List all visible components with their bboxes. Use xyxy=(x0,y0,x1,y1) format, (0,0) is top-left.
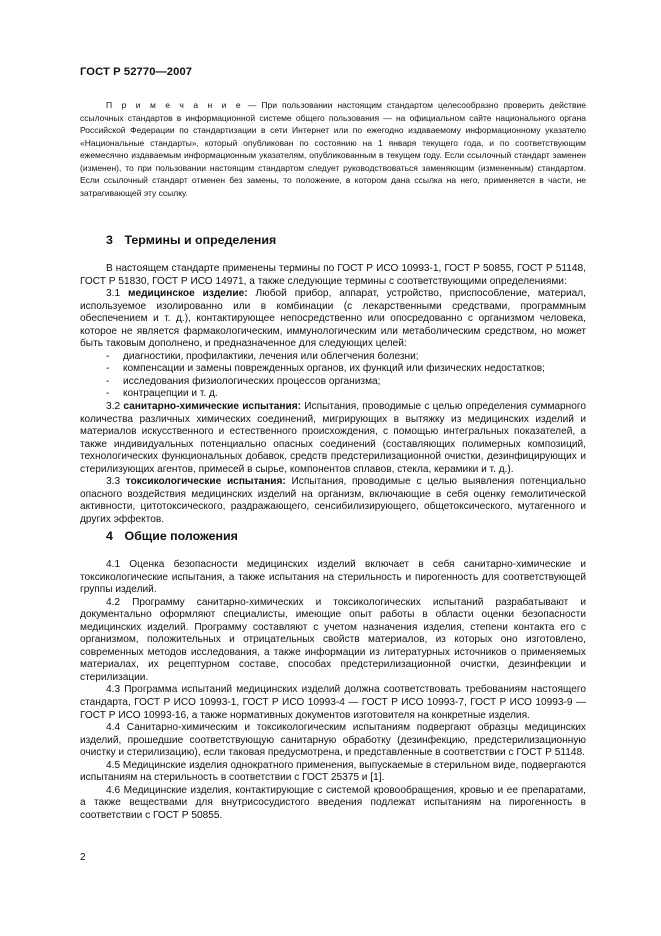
term-3-1-number: 3.1 xyxy=(106,288,128,300)
clause-4-3: 4.3 Программа испытаний медицинских изделий должна соответствовать требованиям настоящего стандарта, ГОСТ Р ИСО 10993-1, ГОСТ Р ИСО 10993-4 — ГОСТ Р ИСО 10993-7, ГОСТ Р ИСО 10993-9 — ГОСТ Р ИСО 10993-16, а также нормативных документов изготовителя на конкретные изделия. xyxy=(80,684,586,721)
clause-4-2: 4.2 Программу санитарно-химических и токсикологических испытаний разрабатывают и документально оформляют специалисты, имеющие опыт работы в области оценки безопасности медицинских изделий. Программу составляют с учетом назначения изделия, степени контакта его с организмом, положительных и отрицательных свойств материалов, из которых оно изготовлено, современных методов исследования, а также информации из литературных источников о применяемых материалах, их рецептурном составе, способах предстерилизационной очистки, дезинфекции и стерилизации. xyxy=(80,596,586,683)
list-item: - диагностики, профилактики, лечения или облегчения болезни; xyxy=(106,350,419,362)
term-3-3 xyxy=(80,476,586,526)
term-3-3-definition: Испытания, проводимые с целью выявления потенциально опасного воздействия медицинских изделий на организм, включающие в себя оценку гемолитической активности, цитотоксического, раздражающего, сенсибилизирующего, общетоксического, мутагенного и других эффектов. xyxy=(80,476,587,525)
section-3-heading xyxy=(106,233,276,247)
section-3-title: Термины и определения xyxy=(124,233,277,247)
term-3-2-term: санитарно-химические испытания: xyxy=(123,401,302,413)
section-3-number: 3 xyxy=(106,233,113,247)
term-3-1-definition: Любой прибор, аппарат, устройство, приспособление, материал, используемое изолированно или в комбинации (с лекарственными средствами, программным обеспечением и т. д.), контактирующее непосредственно или опосредованно с организмом человека, которое не является фармакологическим, иммунологическим или метаболическим средством, но может быть таковым дополнено, и предназначенное для следующих целей: xyxy=(80,288,586,350)
page-number: 2 xyxy=(80,852,86,863)
section-4-title: Общие положения xyxy=(124,529,238,543)
dash-bullet: - xyxy=(106,350,110,362)
standard-header: ГОСТ Р 52770—2007 xyxy=(80,66,193,78)
clause-4-1: 4.1 Оценка безопасности медицинских изделий включает в себя санитарно-химические и токсикологические испытания, а также испытания на стерильность и пирогенность для соответствующей группы изделий. xyxy=(80,559,586,596)
term-3-2-number: 3.2 xyxy=(106,401,124,413)
note-paragraph xyxy=(80,99,586,199)
section-4-number: 4 xyxy=(106,529,113,543)
list-item: - контрацепции и т. д. xyxy=(106,388,218,400)
dash-bullet: - xyxy=(106,375,110,387)
term-3-2-definition: Испытания, проводимые с целью определения суммарного количества различных химических соединений, мигрирующих в вытяжку из медицинских изделий и материалов искусственного и естественного происхождения, с помощью интегральных показателей, а также индивидуальных потенциально опасных соединений (составляющих полимерных композиций, технологических функциональных добавок, средств предстерилизационной очистки, дезинфицирующих и стерилизующих агентов, примесей в сырье, компонентов сплавов, стекла, керамики и т. д.). xyxy=(80,401,587,475)
term-3-1-term: медицинское изделие: xyxy=(127,288,248,300)
section-4-heading xyxy=(106,529,238,543)
section-3-intro: В настоящем стандарте применены термины по ГОСТ Р ИСО 10993-1, ГОСТ Р 50855, ГОСТ Р 51148, ГОСТ Р 51830, ГОСТ Р ИСО 14971, а также следующие термины с соответствующими определениями: xyxy=(80,263,586,287)
note-label: П р и м е ч а н и е xyxy=(106,100,243,110)
term-3-2 xyxy=(80,401,586,476)
section-4-body xyxy=(80,559,586,822)
clause-4-5: 4.5 Медицинские изделия однократного применения, выпускаемые в стерильном виде, подвергаются испытаниям на стерильность в соответствии с ГОСТ 25375 и [1]. xyxy=(80,759,586,784)
note-text: — При пользовании настоящим стандартом целесообразно проверить действие ссылочных стандартов в информационной системе общего пользования — на официальном сайте национального органа Российской Федерации по стандартизации в сети Интернет или по ежегодно издаваемому информационному указателю «Национальные стандарты», который опубликован по состоянию на 1 января текущего года, и по соответствующим ежемесячно издаваемым информационным указателям, опубликованным в текущем году. Если ссылочный стандарт заменен (изменен), то при пользовании настоящим стандартом следует руководствоваться заменяющим (измененным) стандартом. Если ссылочный стандарт отменен без замены, то положение, в котором дана ссылка на него, применяется в части, не затрагивающей эту ссылку. xyxy=(80,100,586,198)
dash-bullet: - xyxy=(106,363,110,375)
term-3-3-term: токсикологические испытания: xyxy=(125,476,286,488)
clause-4-6: 4.6 Медицинские изделия, контактирующие с системой кровообращения, кровью и ее препаратами, а также веществами для внутрисосудистого введения подлежат испытаниям на пирогенность в соответствии с ГОСТ Р 50855. xyxy=(80,784,586,821)
dash-bullet: - xyxy=(106,388,110,400)
term-3-1 xyxy=(80,288,586,351)
section-3-body xyxy=(80,263,586,526)
list-item: - исследования физиологических процессов организма; xyxy=(106,375,381,387)
term-3-3-number: 3.3 xyxy=(106,476,126,488)
list-item: - компенсации и замены поврежденных органов, их функций или физических недостатков; xyxy=(106,363,545,375)
clause-4-4: 4.4 Санитарно-химическим и токсикологическим испытаниям подвергают образцы медицинских изделий, прошедшие соответствующую санитарную обработку (дезинфекцию, предстерилизационную очистку и стерилизацию), если таковая предусмотрена, и представленные в соответствии с ГОСТ Р 51148. xyxy=(80,722,586,759)
